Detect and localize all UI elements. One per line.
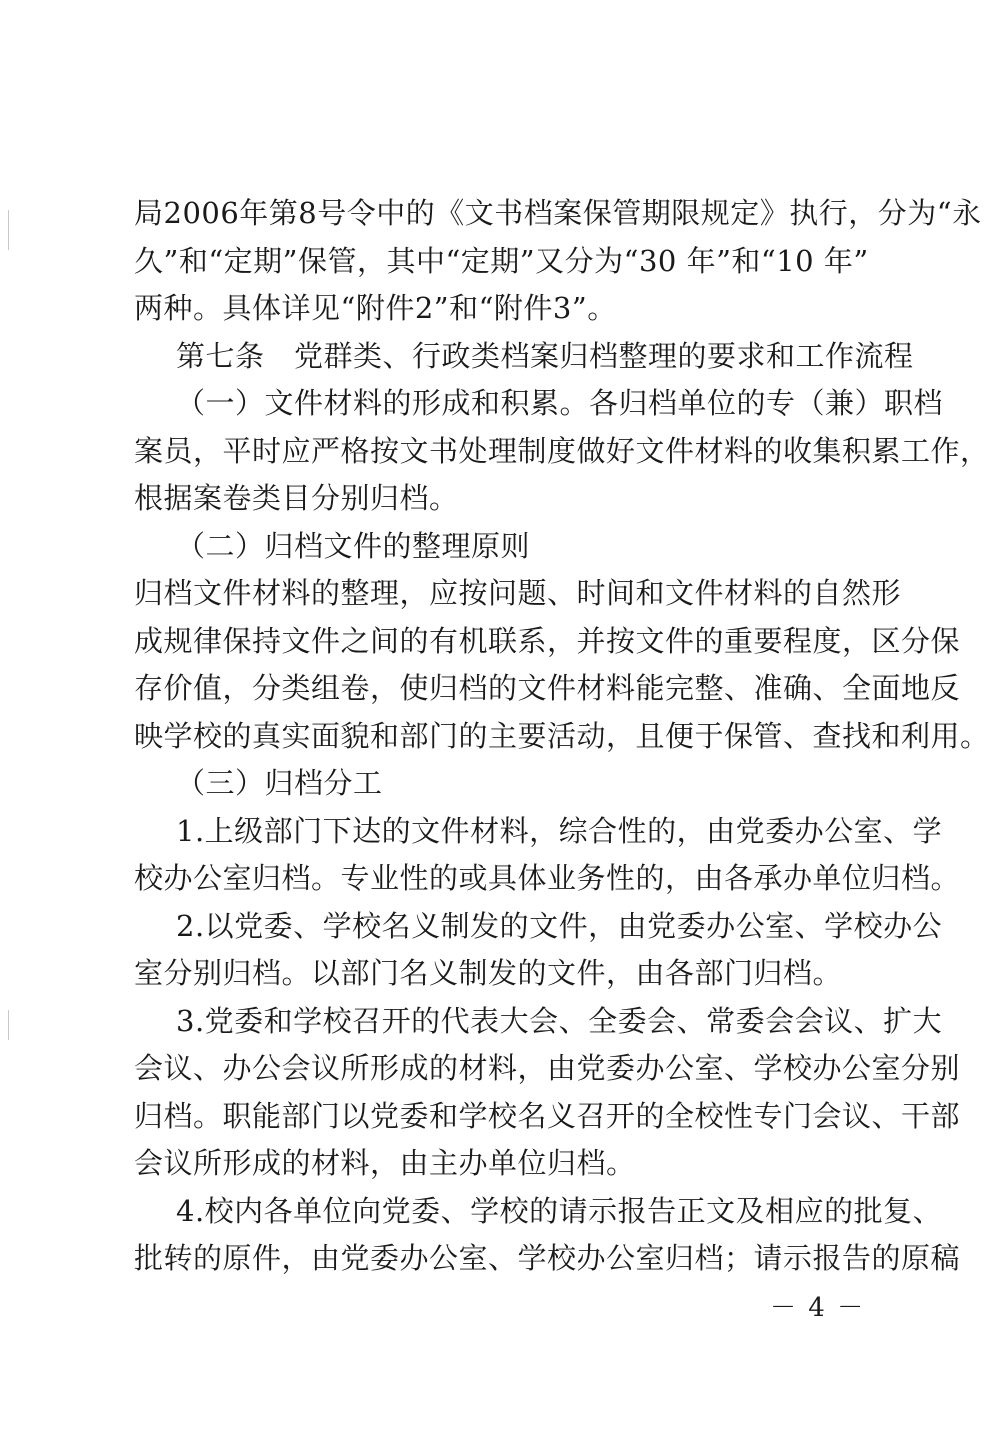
page-number: － 4 － (770, 1293, 866, 1323)
article-heading: 第七条 党群类、行政类档案归档整理的要求和工作流程 (176, 339, 914, 373)
body-text-line: 批转的原件，由党委办公室、学校办公室归档；请示报告的原稿 (134, 1241, 961, 1275)
body-text-line: 成规律保持文件之间的有机联系，并按文件的重要程度，区分保 (134, 624, 961, 658)
body-text-line: 映学校的真实面貌和部门的主要活动，且便于保管、查找和利用。 (134, 719, 990, 753)
scan-edge-mark (8, 1010, 9, 1040)
body-text-line: 两种。具体详见“附件2”和“附件3”。 (134, 291, 617, 325)
section-heading: （三）归档分工 (176, 766, 383, 800)
body-text-line: 校办公室归档。专业性的或具体业务性的，由各承办单位归档。 (134, 861, 961, 895)
scan-edge-mark (8, 210, 9, 250)
body-text-line: 根据案卷类目分别归档。 (134, 481, 459, 515)
body-text-line: 局2006年第8号令中的《文书档案保管期限规定》执行，分为“永 (134, 196, 982, 230)
body-text-line: 存价值，分类组卷，使归档的文件材料能完整、准确、全面地反 (134, 671, 961, 705)
list-item-text: 4.校内各单位向党委、学校的请示报告正文及相应的批复、 (176, 1194, 943, 1228)
list-item-text: 1.上级部门下达的文件材料，综合性的，由党委办公室、学 (176, 814, 943, 848)
body-text-line: 室分别归档。以部门名义制发的文件，由各部门归档。 (134, 956, 843, 990)
body-text-line: 会议、办公会议所形成的材料，由党委办公室、学校办公室分别 (134, 1051, 961, 1085)
body-text-line: 归档文件材料的整理，应按问题、时间和文件材料的自然形 (134, 576, 902, 610)
body-text-line: 归档。职能部门以党委和学校名义召开的全校性专门会议、干部 (134, 1099, 961, 1133)
body-text-line: （一）文件材料的形成和积累。各归档单位的专（兼）职档 (176, 386, 944, 420)
body-text-line: 久”和“定期”保管，其中“定期”又分为“30 年”和“10 年” (134, 244, 869, 278)
list-item-text: 3.党委和学校召开的代表大会、全委会、常委会会议、扩大 (176, 1004, 943, 1038)
body-text-line: 案员，平时应严格按文书处理制度做好文件材料的收集积累工作， (134, 434, 990, 468)
section-heading: （二）归档文件的整理原则 (176, 529, 531, 563)
list-item-text: 2.以党委、学校名义制发的文件，由党委办公室、学校办公 (176, 909, 943, 943)
body-text-line: 会议所形成的材料，由主办单位归档。 (134, 1146, 636, 1180)
